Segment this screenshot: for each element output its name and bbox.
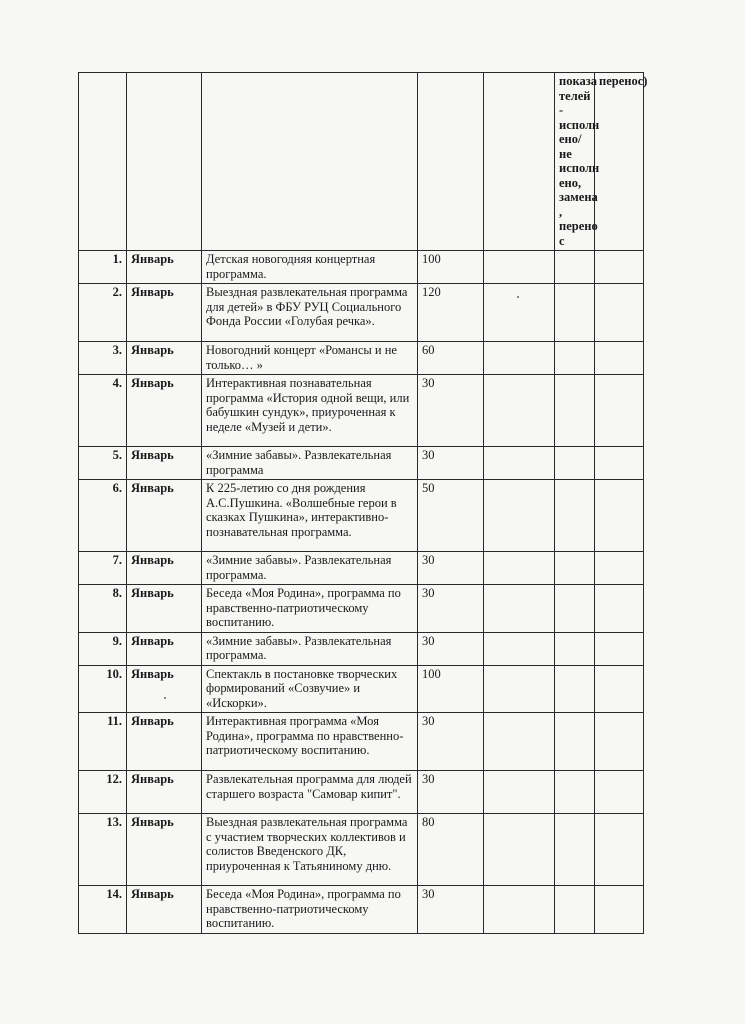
row-number: 2.: [79, 284, 127, 342]
row-empty-cell: [484, 713, 555, 771]
row-number: 9.: [79, 632, 127, 665]
row-number: 11.: [79, 713, 127, 771]
row-month: Январь: [127, 585, 202, 633]
table-row: [79, 480, 644, 552]
row-empty-cell: [484, 771, 555, 814]
table-row: [79, 447, 644, 480]
row-participants: 30: [418, 632, 484, 665]
row-number: 7.: [79, 552, 127, 585]
row-empty-cell: [484, 284, 555, 342]
row-empty-cell: [484, 251, 555, 284]
scan-speck: [164, 697, 166, 699]
header-cell-participants: [418, 73, 484, 251]
row-number: 5.: [79, 447, 127, 480]
row-empty-cell: [555, 251, 595, 284]
row-participants: 30: [418, 447, 484, 480]
row-empty-cell: [555, 552, 595, 585]
row-empty-cell: [555, 771, 595, 814]
header-cell-date: [127, 73, 202, 251]
row-event-title: Беседа «Моя Родина», программа по нравственно-патриотическому воспитанию.: [202, 585, 418, 633]
header-cell-number: [79, 73, 127, 251]
row-empty-cell: [595, 375, 644, 447]
row-empty-cell: [595, 585, 644, 633]
header-cell-event: [202, 73, 418, 251]
header-row: [79, 73, 644, 251]
row-empty-cell: [595, 665, 644, 713]
row-number: 1.: [79, 251, 127, 284]
table-row: [79, 771, 644, 814]
row-participants: 80: [418, 814, 484, 886]
row-participants: 30: [418, 713, 484, 771]
row-empty-cell: [555, 665, 595, 713]
row-participants: 120: [418, 284, 484, 342]
row-month: Январь: [127, 342, 202, 375]
row-empty-cell: [595, 552, 644, 585]
row-empty-cell: [595, 886, 644, 934]
row-empty-cell: [484, 447, 555, 480]
row-empty-cell: [484, 375, 555, 447]
row-participants: 50: [418, 480, 484, 552]
row-number: 4.: [79, 375, 127, 447]
row-event-title: Интерактивная познавательная программа «История одной вещи, или бабушкин сундук», приуроченная к неделе «Музей и дети».: [202, 375, 418, 447]
row-empty-cell: [595, 632, 644, 665]
row-empty-cell: [555, 585, 595, 633]
row-empty-cell: [595, 713, 644, 771]
row-empty-cell: [484, 632, 555, 665]
row-participants: 100: [418, 665, 484, 713]
table-row: [79, 375, 644, 447]
row-empty-cell: [484, 552, 555, 585]
row-event-title: Спектакль в постановке творческих формирований «Созвучие» и «Искорки».: [202, 665, 418, 713]
row-empty-cell: [595, 447, 644, 480]
row-empty-cell: [555, 342, 595, 375]
row-empty-cell: [555, 375, 595, 447]
row-empty-cell: [555, 284, 595, 342]
table-row: [79, 886, 644, 934]
row-empty-cell: [484, 585, 555, 633]
table-row: [79, 632, 644, 665]
row-empty-cell: [484, 480, 555, 552]
row-empty-cell: [484, 814, 555, 886]
header-cell-status: показа телей - исполн ено/не исполн ено, замена , перено с: [555, 73, 595, 251]
header-cell-responsible: [484, 73, 555, 251]
row-empty-cell: [555, 480, 595, 552]
row-empty-cell: [484, 342, 555, 375]
row-month: Январь: [127, 886, 202, 934]
row-number: 6.: [79, 480, 127, 552]
row-event-title: Интерактивная программа «Моя Родина», программа по нравственно-патриотическому воспитанию.: [202, 713, 418, 771]
row-participants: 30: [418, 375, 484, 447]
row-empty-cell: [595, 251, 644, 284]
row-empty-cell: [555, 447, 595, 480]
row-participants: 30: [418, 585, 484, 633]
row-empty-cell: [555, 886, 595, 934]
row-empty-cell: [555, 713, 595, 771]
row-event-title: Беседа «Моя Родина», программа по нравственно-патриотическому воспитанию.: [202, 886, 418, 934]
row-participants: 60: [418, 342, 484, 375]
row-empty-cell: [595, 771, 644, 814]
row-event-title: Выездная развлекательная программа с участием творческих коллективов и солистов Введенского ДК, приуроченная к Татьяниному дню.: [202, 814, 418, 886]
row-participants: 30: [418, 886, 484, 934]
row-event-title: Новогодний концерт «Романсы и не только… »: [202, 342, 418, 375]
table-row: [79, 814, 644, 886]
scan-speck: [517, 296, 519, 298]
table-row: [79, 342, 644, 375]
row-empty-cell: [484, 886, 555, 934]
events-plan-table: [78, 72, 648, 934]
table-row: [79, 552, 644, 585]
row-number: 13.: [79, 814, 127, 886]
row-participants: 100: [418, 251, 484, 284]
row-month: Январь: [127, 665, 202, 713]
row-empty-cell: [595, 480, 644, 552]
row-event-title: К 225-летию со дня рождения А.С.Пушкина. «Волшебные герои в сказках Пушкина», интерактивно-познавательная программа.: [202, 480, 418, 552]
table-row: [79, 665, 644, 713]
row-month: Январь: [127, 375, 202, 447]
row-empty-cell: [484, 665, 555, 713]
row-participants: 30: [418, 552, 484, 585]
row-month: Январь: [127, 284, 202, 342]
row-number: 12.: [79, 771, 127, 814]
table-row: [79, 251, 644, 284]
row-month: Январь: [127, 552, 202, 585]
table-row: [79, 284, 644, 342]
row-participants: 30: [418, 771, 484, 814]
row-event-title: «Зимние забавы». Развлекательная программа: [202, 447, 418, 480]
row-empty-cell: [595, 284, 644, 342]
row-number: 14.: [79, 886, 127, 934]
row-number: 3.: [79, 342, 127, 375]
row-event-title: «Зимние забавы». Развлекательная программа.: [202, 632, 418, 665]
row-month: Январь: [127, 713, 202, 771]
row-event-title: Развлекательная программа для людей старшего возраста "Самовар кипит".: [202, 771, 418, 814]
table-row: [79, 713, 644, 771]
row-month: Январь: [127, 251, 202, 284]
row-empty-cell: [555, 814, 595, 886]
row-event-title: Выездная развлекательная программа для детей» в ФБУ РУЦ Социального Фонда России «Голубая речка».: [202, 284, 418, 342]
row-month: Январь: [127, 480, 202, 552]
table-row: [79, 585, 644, 633]
row-empty-cell: [595, 342, 644, 375]
row-month: Январь: [127, 814, 202, 886]
row-number: 8.: [79, 585, 127, 633]
row-event-title: «Зимние забавы». Развлекательная программа.: [202, 552, 418, 585]
row-empty-cell: [595, 814, 644, 886]
row-month: Январь: [127, 771, 202, 814]
row-month: Январь: [127, 632, 202, 665]
row-number: 10.: [79, 665, 127, 713]
row-empty-cell: [555, 632, 595, 665]
row-month: Январь: [127, 447, 202, 480]
row-event-title: Детская новогодняя концертная программа.: [202, 251, 418, 284]
header-cell-transfer: перенос): [595, 73, 644, 251]
